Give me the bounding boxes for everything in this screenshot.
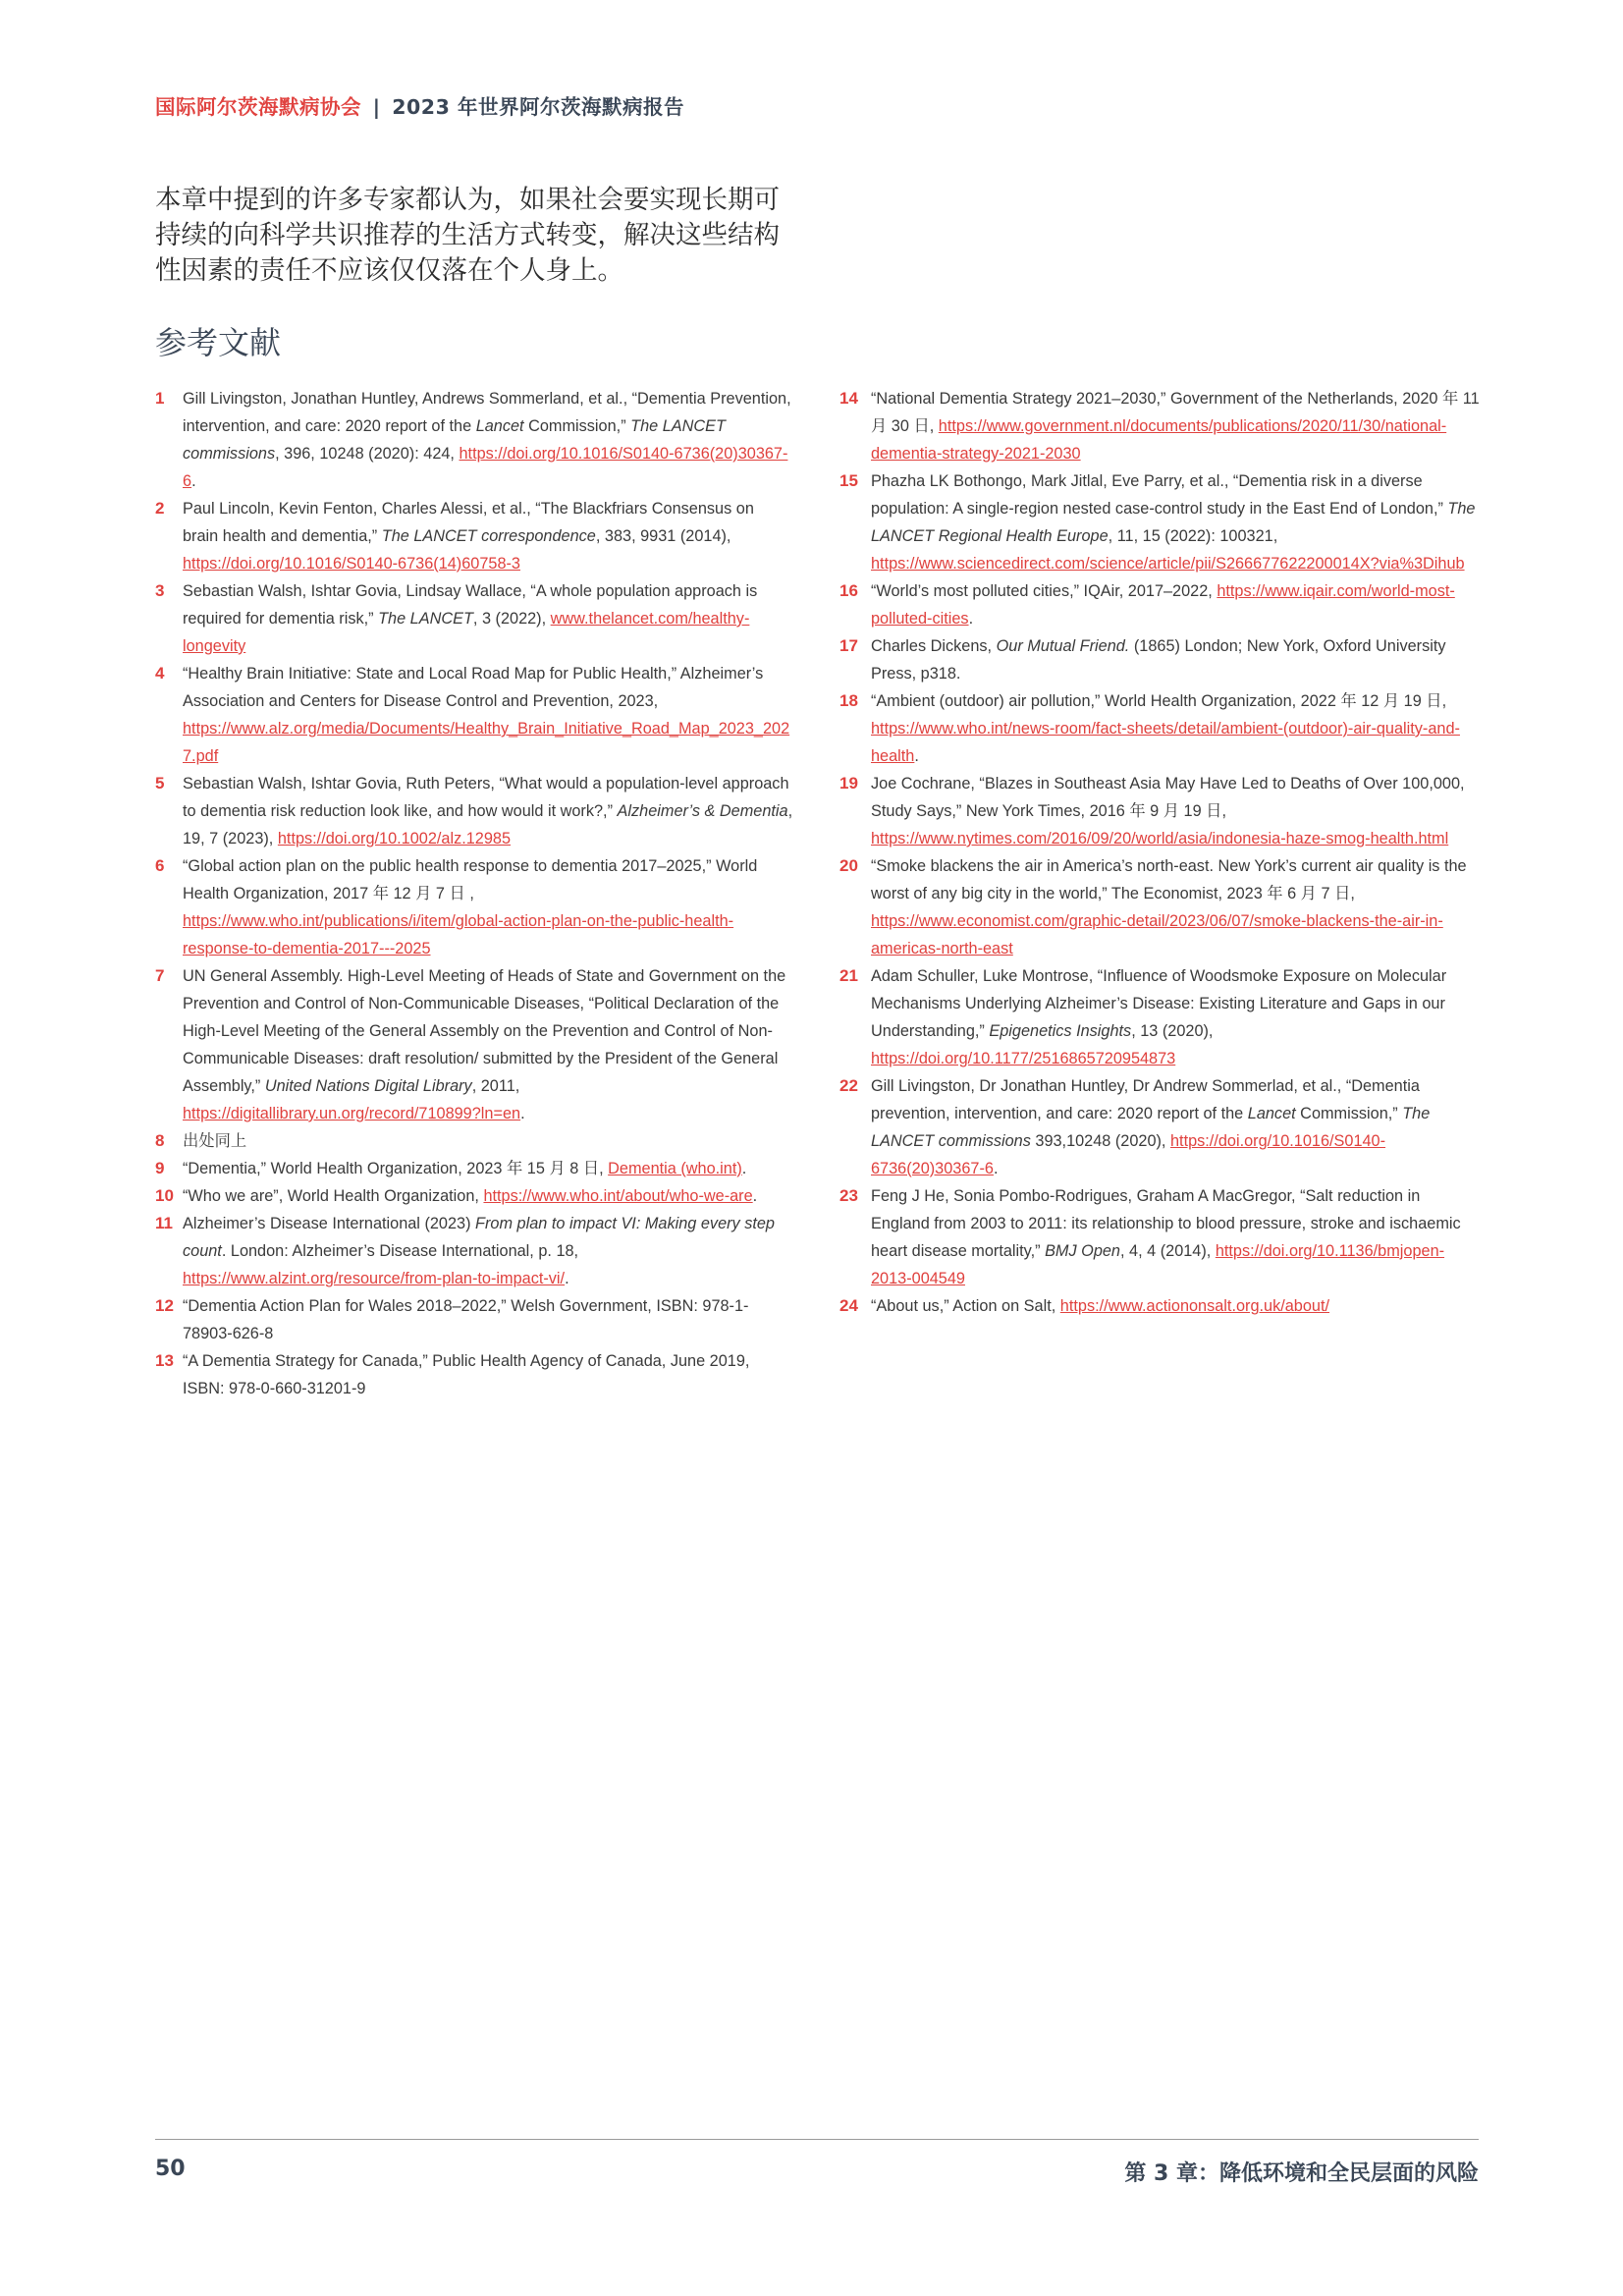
reference-text: (1865) London; New York, Oxford University Press, p318. (871, 637, 1446, 683)
reference-item (839, 1182, 1480, 1292)
reference-link[interactable]: https://www.sciencedirect.com/science/article/pii/S266677622200014X?via%3Dihub (871, 555, 1465, 573)
reference-number: 9 (155, 1159, 165, 1177)
reference-text: “A Dementia Strategy for Canada,” Public Health Agency of Canada, June 2019, ISBN: 978-0-660-31201-9 (183, 1352, 750, 1397)
reference-text: Commission,” (523, 417, 631, 435)
reference-source-title: Alzheimer’s & Dementia (617, 802, 788, 820)
reference-source-title: From plan to impact VI: Making every step count (183, 1215, 775, 1260)
reference-text: , 396, 10248 (2020): 424, (275, 445, 460, 463)
reference-number: 21 (839, 966, 858, 985)
reference-source-title: The LANCET commissions (871, 1105, 1431, 1150)
reference-number: 4 (155, 664, 165, 683)
reference-link[interactable]: https://www.alz.org/media/Documents/Healthy_Brain_Initiative_Road_Map_2023_2027.pdf (183, 720, 790, 765)
reference-text: “Healthy Brain Initiative: State and Local Road Map for Public Health,” Alzheimer’s Association and Centers for Disease Control and Prevention, 2023, (183, 665, 764, 710)
reference-text: Commission,” (1295, 1105, 1403, 1122)
reference-source-title: Our Mutual Friend. (996, 637, 1130, 655)
reference-number: 1 (155, 389, 165, 408)
reference-item (155, 1292, 793, 1347)
reference-text: , 2011, (471, 1077, 520, 1095)
reference-link[interactable]: Dementia (who.int) (608, 1160, 742, 1177)
reference-link[interactable]: https://www.who.int/about/who-we-are (483, 1187, 753, 1205)
reference-link[interactable]: https://doi.org/10.1016/S0140-6736(20)30367-6 (183, 445, 788, 490)
reference-number: 5 (155, 774, 165, 793)
reference-number: 16 (839, 581, 858, 600)
reference-source-title: BMJ Open (1045, 1242, 1120, 1260)
reference-text: “Smoke blackens the air in America’s north-east. New York’s current air quality is the worst of any big city in the world,” The Economist, 2023 年 6 月 7 日, (871, 857, 1467, 902)
reference-link[interactable]: https://www.alzint.org/resource/from-plan-to-impact-vi/ (183, 1270, 566, 1287)
reference-text: Gill Livingston, Dr Jonathan Huntley, Dr Andrew Sommerlad, et al., “Dementia prevention, intervention, and care: 2020 report of the (871, 1077, 1420, 1122)
reference-text: “Who we are”, World Health Organization, (183, 1187, 484, 1205)
reference-item (155, 577, 793, 660)
reference-text: UN General Assembly. High-Level Meeting of Heads of State and Government on the Prevention and Control of Non-Communicable Diseases, “Political Declaration of the High-Level Meeting of the General Assembly on the Prevention and Control of Non-Communicable Diseases: draft resolution/ submitted by the President of the General Assembly,” (183, 967, 786, 1095)
reference-text: , 3 (2022), (472, 610, 551, 628)
reference-text: Feng J He, Sonia Pombo-Rodrigues, Graham A MacGregor, “Salt reduction in England from 2003 to 2011: its relationship to blood pressure, stroke and ischaemic heart disease mortality,” (871, 1187, 1461, 1260)
reference-item (155, 1182, 793, 1210)
reference-text: . (993, 1160, 999, 1177)
reference-item (839, 1292, 1480, 1320)
reference-link[interactable]: https://doi.org/10.1002/alz.12985 (277, 830, 512, 847)
footer-divider (155, 2139, 1479, 2140)
reference-number: 15 (839, 471, 858, 490)
reference-text: , 11, 15 (2022): 100321, (1108, 527, 1278, 545)
reference-number: 14 (839, 389, 858, 408)
reference-link[interactable]: https://doi.org/10.1177/2516865720954873 (871, 1050, 1176, 1067)
reference-text: Joe Cochrane, “Blazes in Southeast Asia May Have Led to Deaths of Over 100,000, Study Says,” New York Times, 2016 年 9 月 19 日, (871, 775, 1465, 820)
reference-link[interactable]: https://doi.org/10.1136/bmjopen-2013-004549 (871, 1242, 1445, 1287)
reference-item (839, 962, 1480, 1072)
reference-number: 17 (839, 636, 858, 655)
reference-link[interactable]: https://www.government.nl/documents/publications/2020/11/30/national-dementia-strategy-2021-2030 (871, 417, 1447, 463)
reference-source-title: The LANCET Regional Health Europe (871, 500, 1476, 545)
reference-text: “About us,” Action on Salt, (871, 1297, 1060, 1315)
reference-number: 12 (155, 1296, 174, 1315)
reference-item (155, 1347, 793, 1402)
reference-source-title: United Nations Digital Library (264, 1077, 472, 1095)
reference-number: 2 (155, 499, 165, 518)
header-report-title: 2023 年世界阿尔茨海默病报告 (392, 95, 684, 119)
reference-number: 10 (155, 1186, 174, 1205)
reference-number: 24 (839, 1296, 858, 1315)
reference-number: 22 (839, 1076, 858, 1095)
reference-item (155, 962, 793, 1127)
reference-text: , 383, 9931 (2014), (595, 527, 731, 545)
reference-link[interactable]: https://www.who.int/news-room/fact-sheets/detail/ambient-(outdoor)-air-quality-and-health (871, 720, 1460, 765)
reference-text: Phazha LK Bothongo, Mark Jitlal, Eve Parry, et al., “Dementia risk in a diverse population: A single-region nested case-control study in the East End of London,” (871, 472, 1448, 518)
reference-item (839, 385, 1480, 467)
reference-item (839, 687, 1480, 770)
reference-item (155, 1127, 793, 1155)
reference-link[interactable]: https://www.iqair.com/world-most-polluted-cities (871, 582, 1455, 628)
reference-text: . (520, 1105, 525, 1122)
reference-item (155, 1155, 793, 1182)
reference-source-title: The LANCET commissions (183, 417, 726, 463)
reference-text: “Dementia Action Plan for Wales 2018–2022,” Welsh Government, ISBN: 978-1-78903-626-8 (183, 1297, 749, 1342)
reference-number: 23 (839, 1186, 858, 1205)
references-list-left (155, 385, 793, 1402)
reference-text: . (191, 472, 196, 490)
footer-chapter-title: 第 3 章：降低环境和全民层面的风险 (1124, 2161, 1479, 2186)
reference-text: , 13 (2020), (1131, 1022, 1214, 1040)
reference-text: “Ambient (outdoor) air pollution,” World Health Organization, 2022 年 12 月 19 日, (871, 692, 1447, 710)
reference-text: . (565, 1270, 569, 1287)
reference-text: , 4, 4 (2014), (1119, 1242, 1216, 1260)
reference-text: “World’s most polluted cities,” IQAir, 2017–2022, (871, 582, 1217, 600)
running-header (155, 90, 684, 120)
reference-source-title: The LANCET correspondence (381, 527, 596, 545)
references-list-right (839, 385, 1480, 1320)
reference-link[interactable]: https://doi.org/10.1016/S0140-6736(20)30367-6 (871, 1132, 1386, 1177)
reference-text: . London: Alzheimer’s Disease International, p. 18, (221, 1242, 579, 1260)
reference-item (155, 385, 793, 495)
reference-item (839, 632, 1480, 687)
reference-item (155, 770, 793, 852)
header-separator: | (372, 95, 381, 119)
reference-link[interactable]: www.thelancet.com/healthy-longevity (183, 610, 750, 655)
references-heading: 参考文献 (155, 324, 282, 361)
reference-number: 3 (155, 581, 165, 600)
reference-number: 8 (155, 1131, 165, 1150)
page-number: 50 (155, 2157, 186, 2181)
reference-item (839, 1072, 1480, 1182)
reference-text: . (914, 747, 919, 765)
reference-number: 19 (839, 774, 858, 793)
reference-text: 出处同上 (183, 1132, 247, 1150)
reference-item (155, 1210, 793, 1292)
reference-number: 11 (155, 1214, 173, 1232)
reference-link[interactable]: https://www.economist.com/graphic-detail/2023/06/07/smoke-blackens-the-air-in-americas-north-east (871, 912, 1443, 957)
reference-source-title: The LANCET (378, 610, 473, 628)
reference-text: Charles Dickens, (871, 637, 997, 655)
reference-text: . (741, 1160, 747, 1177)
reference-text: , 19, 7 (2023), (183, 802, 793, 847)
reference-item (155, 852, 793, 962)
reference-text: “Dementia,” World Health Organization, 2023 年 15 月 8 日, (183, 1160, 609, 1177)
reference-number: 13 (155, 1351, 174, 1370)
reference-text: Sebastian Walsh, Ishtar Govia, Ruth Peters, “What would a population-level approach to dementia risk reduction look like, and how would it work?,” (183, 775, 789, 820)
reference-text: Alzheimer’s Disease International (2023) (183, 1215, 476, 1232)
reference-item (839, 770, 1480, 852)
reference-text: 393,10248 (2020), (1030, 1132, 1170, 1150)
reference-link[interactable]: https://www.actiononsalt.org.uk/about/ (1059, 1297, 1330, 1315)
reference-item (155, 660, 793, 770)
reference-text: “National Dementia Strategy 2021–2030,” Government of the Netherlands, 2020 年 11 月 30 日, (871, 390, 1480, 435)
reference-number: 6 (155, 856, 165, 875)
reference-text: Sebastian Walsh, Ishtar Govia, Lindsay Wallace, “A whole population approach is required for dementia risk,” (183, 582, 758, 628)
reference-source-title: Lancet (475, 417, 524, 435)
reference-text: . (968, 610, 974, 628)
reference-item (839, 852, 1480, 962)
reference-item (839, 577, 1480, 632)
reference-text: “Global action plan on the public health response to dementia 2017–2025,” World Health Organization, 2017 年 12 月 7 日 , (183, 857, 758, 902)
reference-source-title: Lancet (1247, 1105, 1296, 1122)
reference-item (839, 467, 1480, 577)
reference-source-title: Epigenetics Insights (989, 1022, 1132, 1040)
reference-link[interactable]: https://www.who.int/publications/i/item/global-action-plan-on-the-public-health-response-to-dementia-2017---2025 (183, 912, 734, 957)
reference-link[interactable]: https://www.nytimes.com/2016/09/20/world/asia/indonesia-haze-smog-health.html (871, 830, 1449, 847)
reference-number: 20 (839, 856, 858, 875)
reference-text: Paul Lincoln, Kevin Fenton, Charles Alessi, et al., “The Blackfriars Consensus on brain health and dementia,” (183, 500, 754, 545)
reference-number: 7 (155, 966, 165, 985)
reference-item (155, 495, 793, 577)
header-org: 国际阿尔茨海默病协会 (155, 95, 361, 119)
reference-text: Adam Schuller, Luke Montrose, “Influence of Woodsmoke Exposure on Molecular Mechanisms Underlying Alzheimer’s Disease: Existing Literature and Gaps in our Understanding,” (871, 967, 1447, 1040)
reference-number: 18 (839, 691, 858, 710)
reference-text: . (752, 1187, 758, 1205)
reference-link[interactable]: https://doi.org/10.1016/S0140-6736(14)60758-3 (183, 555, 520, 573)
reference-link[interactable]: https://digitallibrary.un.org/record/710899?ln=en (183, 1105, 521, 1122)
reference-text: Gill Livingston, Jonathan Huntley, Andrews Sommerland, et al., “Dementia Prevention, intervention, and care: 2020 report of the (183, 390, 791, 435)
intro-paragraph: 本章中提到的许多专家都认为，如果社会要实现长期可持续的向科学共识推荐的生活方式转变，解决这些结构性因素的责任不应该仅仅落在个人身上。 (155, 185, 780, 286)
